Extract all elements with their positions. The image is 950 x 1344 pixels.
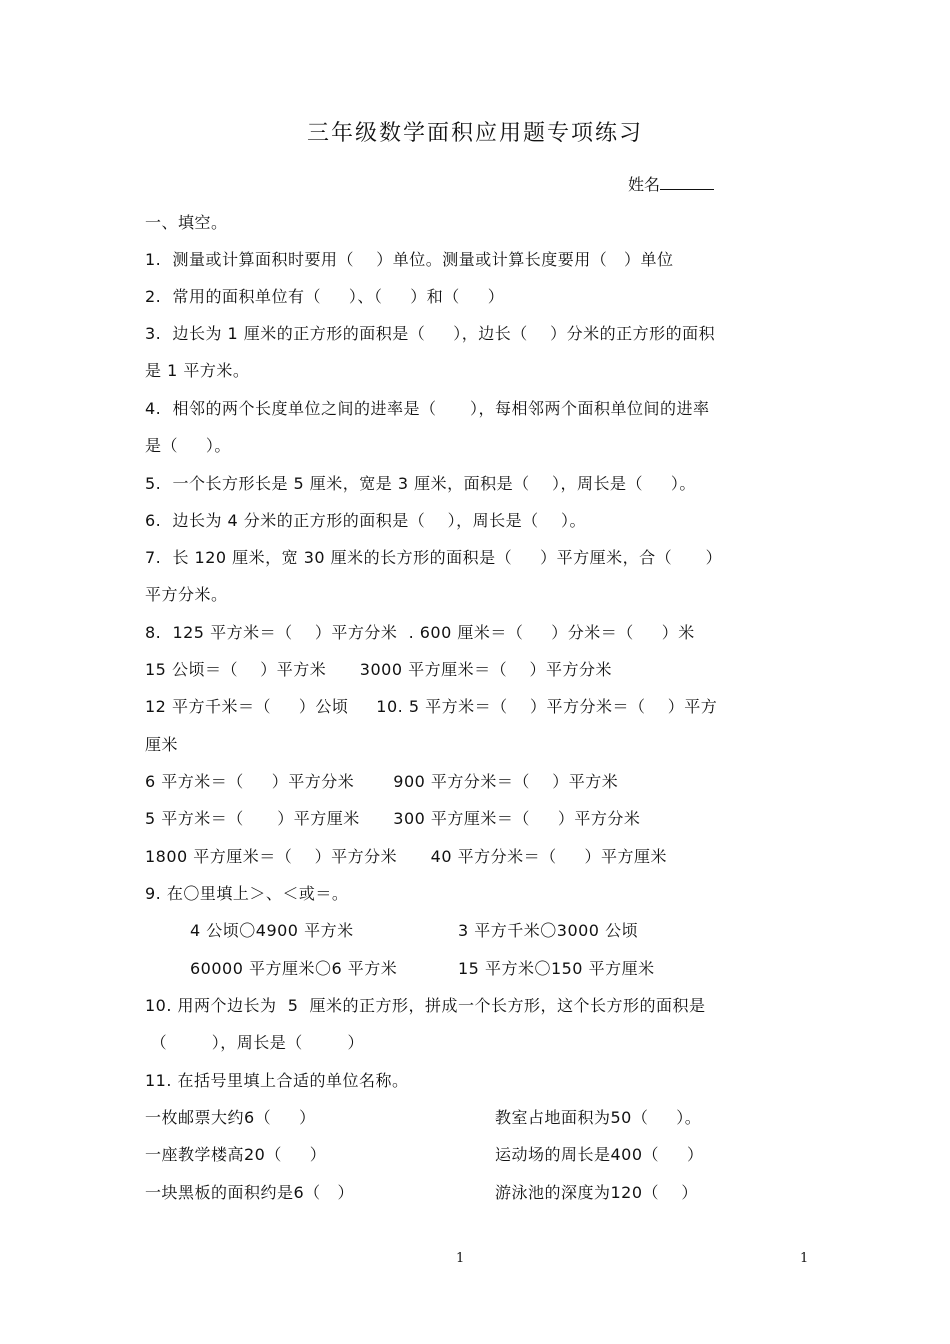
question-8-line-4: 厘米 [145,735,179,754]
page-number-right: 1 [800,1251,809,1266]
question-6: 6. 边长为 4 分米的正方形的面积是（ ），周长是（ ）。 [145,511,586,530]
question-10-line-2: （ ），周长是（ ） [145,1033,364,1052]
question-8-line-5: 6 平方米＝（ ）平方分米 900 平方分米＝（ ）平方米 [145,772,619,791]
question-9-item-1: 4 公顷〇4900 平方米 [190,921,354,940]
question-11-item-1: 一枚邮票大约6（ ） [145,1108,316,1127]
question-11-item-3: 一座教学楼高20（ ） [145,1145,327,1164]
question-4-line-2: 是（ ）。 [145,436,231,455]
question-8-line-1: 8. 125 平方米＝（ ）平方分米 . 600 厘米＝（ ）分米＝（ ）米 [145,623,695,642]
question-4-line-1: 4. 相邻的两个长度单位之间的进率是（ ），每相邻两个面积单位间的进率 [145,399,710,418]
question-9-item-4: 15 平方米〇150 平方厘米 [458,959,655,978]
name-field [628,172,714,195]
question-8-line-7: 1800 平方厘米＝（ ）平方分米 40 平方分米＝（ ）平方厘米 [145,847,668,866]
page-title: 三年级数学面积应用题专项练习 [306,121,643,146]
question-9-item-2: 3 平方千米〇3000 公顷 [458,921,639,940]
question-7-line-1: 7. 长 120 厘米，宽 30 厘米的长方形的面积是（ ）平方厘米，合（ ） [145,548,723,567]
question-10-line-1: 10. 用两个边长为 5 厘米的正方形，拼成一个长方形，这个长方形的面积是 [145,996,706,1015]
question-9: 9. 在〇里填上＞、＜或＝。 [145,884,349,903]
name-label: 姓名 [628,175,661,194]
question-11-item-5: 一块黑板的面积约是6（ ） [145,1183,354,1202]
section-heading: 一、填空。 [145,213,228,232]
question-11: 11. 在括号里填上合适的单位名称。 [145,1071,409,1090]
question-2: 2. 常用的面积单位有（ ）、（ ）和（ ） [145,287,505,306]
question-8-line-3: 12 平方千米＝（ ）公顷 10. 5 平方米＝（ ）平方分米＝（ ）平方 [145,697,718,716]
question-11-item-4: 运动场的周长是400（ ） [495,1145,704,1164]
question-9-item-3: 60000 平方厘米〇6 平方米 [190,959,398,978]
question-5: 5. 一个长方形长是 5 厘米，宽是 3 厘米，面积是（ ），周长是（ ）。 [145,474,696,493]
question-11-item-2: 教室占地面积为50（ ）。 [495,1108,702,1127]
question-3-line-1: 3. 边长为 1 厘米的正方形的面积是（ ），边长（ ）分米的正方形的面积 [145,324,716,343]
question-11-item-6: 游泳池的深度为120（ ） [495,1183,698,1202]
question-1: 1. 测量或计算面积时要用（ ）单位。测量或计算长度要用（ ）单位 [145,250,674,269]
question-8-line-2: 15 公顷＝（ ）平方米 3000 平方厘米＝（ ）平方分米 [145,660,612,679]
page-number-left: 1 [456,1251,465,1266]
name-blank [660,173,714,190]
question-7-line-2: 平方分米。 [145,585,228,604]
question-8-line-6: 5 平方米＝（ ）平方厘米 300 平方厘米＝（ ）平方分米 [145,809,641,828]
question-3-line-2: 是 1 平方米。 [145,361,250,380]
